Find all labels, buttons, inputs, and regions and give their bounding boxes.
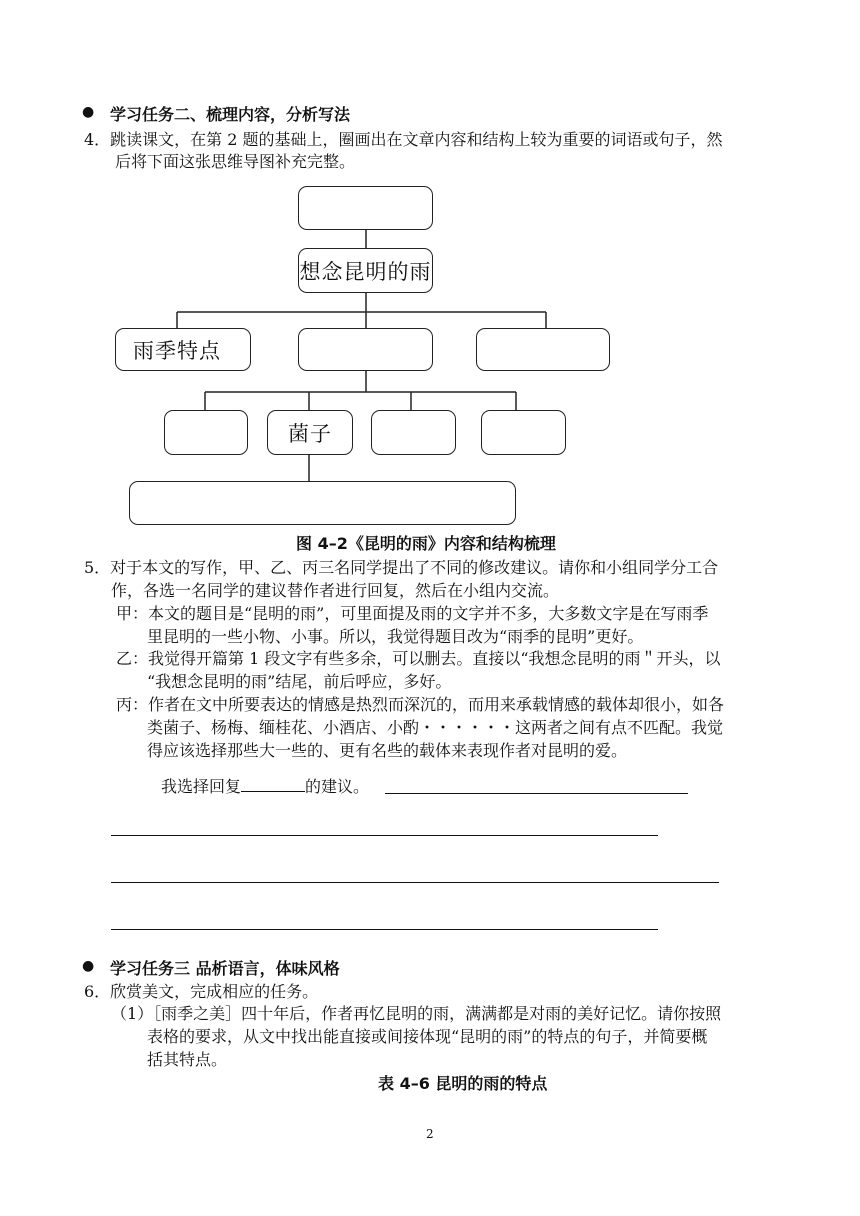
mindmap-sub-box-2 bbox=[267, 410, 353, 455]
figure-caption: 图 4–2《昆明的雨》内容和结构梳理 bbox=[296, 534, 556, 553]
mindmap-center-box bbox=[298, 248, 433, 293]
answer-line-3[interactable] bbox=[111, 882, 719, 883]
q5-line2: 作，各选一名同学的建议替作者进行回复，然后在小组内交流。 bbox=[111, 581, 560, 600]
mindmap-right-branch bbox=[476, 328, 610, 371]
reply-choice-blank[interactable] bbox=[241, 775, 305, 792]
answer-line-2[interactable] bbox=[111, 835, 658, 836]
mindmap-left-branch bbox=[115, 328, 251, 371]
reply-prefix: 我选择回复 bbox=[161, 777, 242, 796]
mindmap-left-branch-label: 雨季特点 bbox=[133, 338, 221, 363]
q4-line1: 4．跳读课文，在第 2 题的基础上，圈画出在文章内容和结构上较为重要的词语或句子，然 bbox=[84, 130, 723, 149]
mindmap-sub-box-1 bbox=[164, 410, 248, 455]
mindmap-sub-box-2-label: 菌子 bbox=[288, 421, 332, 446]
reply-prompt bbox=[161, 775, 369, 798]
q6-sub1-line2: 表格的要求，从文中找出能直接或间接体现“昆明的雨”的特点的句子，并简要概 bbox=[147, 1027, 708, 1046]
q6-sub1-line3: 括其特点。 bbox=[147, 1050, 228, 1069]
suggestion-jia-line2: 里昆明的一些小物、小事。所以，我觉得题目改为“雨季的昆明”更好。 bbox=[147, 627, 644, 646]
task3-heading: 学习任务三 品析语言，体味风格 bbox=[110, 959, 340, 978]
table-caption: 表 4–6 昆明的雨的特点 bbox=[378, 1074, 548, 1093]
mindmap-center-label: 想念昆明的雨 bbox=[299, 259, 432, 284]
answer-line-4[interactable] bbox=[111, 929, 658, 930]
suggestion-bing-line3: 得应该选择那些大一些的、更有名些的载体来表现作者对昆明的爱。 bbox=[147, 741, 628, 760]
suggestion-jia-line1: 甲：本文的题目是“昆明的雨”，可里面提及雨的文字并不多，大多数文字是在写雨季 bbox=[116, 604, 709, 623]
mindmap-bottom-box bbox=[129, 481, 516, 525]
page-number: 2 bbox=[426, 1127, 434, 1141]
q6-sub1-line1: （1）［雨季之美］四十年后，作者再忆昆明的雨，满满都是对雨的美好记忆。请你按照 bbox=[111, 1004, 722, 1023]
answer-line-1[interactable] bbox=[385, 793, 688, 794]
q4-line2: 后将下面这张思维导图补充完整。 bbox=[115, 152, 356, 171]
mindmap-sub-box-4 bbox=[481, 410, 566, 455]
task2-heading: 学习任务二、梳理内容，分析写法 bbox=[110, 105, 351, 124]
suggestion-bing-line1: 丙：作者在文中所要表达的情感是热烈而深沉的，而用来承载情感的载体却很小，如各 bbox=[116, 695, 725, 714]
mindmap-middle-branch bbox=[298, 328, 433, 371]
bullet-icon: ● bbox=[82, 104, 95, 120]
bullet-icon: ● bbox=[82, 958, 95, 974]
q5-line1: 5．对于本文的写作，甲、乙、丙三名同学提出了不同的修改建议。请你和小组同学分工合 bbox=[84, 558, 719, 577]
reply-suffix: 的建议。 bbox=[305, 777, 370, 796]
suggestion-yi-line1: 乙：我觉得开篇第 1 段文字有些多余，可以删去。直接以“我想念昆明的雨＂开头，以 bbox=[116, 649, 721, 668]
mindmap-top-box bbox=[298, 186, 433, 230]
suggestion-bing-line2: 类菌子、杨梅、缅桂花、小酒店、小酌・・・・・・这两者之间有点不匹配。我觉 bbox=[147, 718, 724, 737]
suggestion-yi-line2: “我想念昆明的雨”结尾，前后呼应，多好。 bbox=[147, 672, 452, 691]
mindmap-sub-box-3 bbox=[371, 410, 456, 455]
q6-line1: 6．欣赏美文，完成相应的任务。 bbox=[84, 982, 319, 1001]
